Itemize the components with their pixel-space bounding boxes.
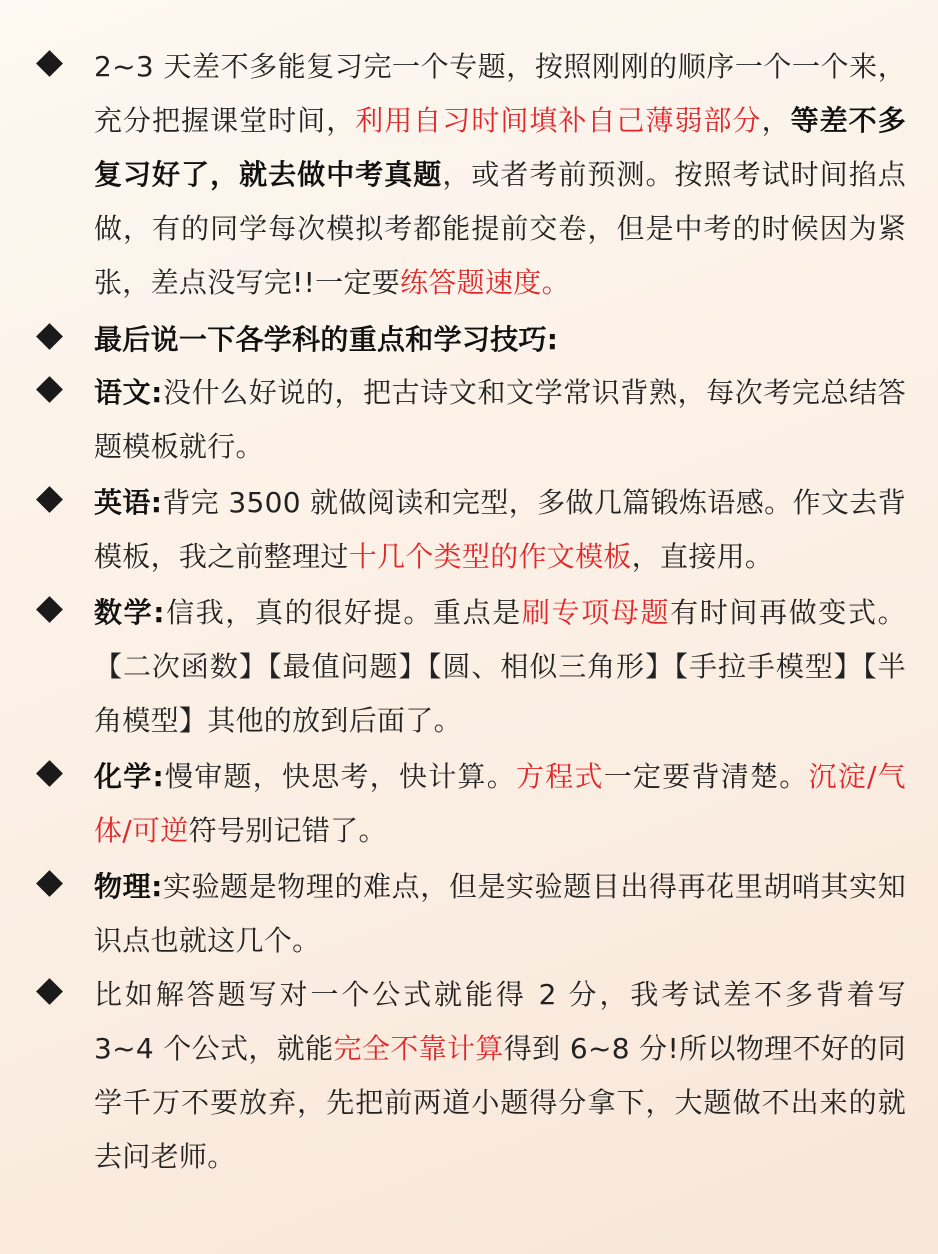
highlight-red: 十几个类型的作文模板 [348, 540, 632, 573]
highlight-red: 完全不靠计算 [333, 1032, 504, 1065]
text-segment: ，直接用。 [631, 540, 774, 573]
text-segment: 比如解答题写对一个公式就能得 2 分，我考试差不多背着写 3~4 个公式，就能 [94, 978, 906, 1065]
highlight-bold: 等差不多复习好了，就去做中考真题 [94, 104, 907, 191]
item-text [94, 750, 906, 858]
diamond-bullet-icon [36, 596, 63, 623]
item-text [94, 313, 906, 367]
text-segment: 信我，真的很好提。重点是 [164, 596, 522, 629]
item-text [94, 968, 906, 1184]
subject-label: 物理: [94, 870, 163, 903]
text-segment: 没什么好说的，把古诗文和文学常识背熟，每次考完总结答题模板就行。 [94, 376, 906, 463]
section-heading: 最后说一下各学科的重点和学习技巧: [94, 323, 559, 356]
text-segment: 慢审题，快思考，快计算。 [164, 760, 516, 793]
highlight-red: 练答题速度。 [400, 266, 570, 299]
highlight-red: 利用自习时间填补自己薄弱部分 [355, 104, 762, 137]
text-segment: 2~3 天差不多能复习完一个专题，按照刚刚的顺序一个一个来，充分把握课堂时间， [94, 50, 906, 137]
item-text [94, 860, 906, 968]
text-segment: 背完 3500 就做阅读和完型，多做几篇锻炼语感。作文去背模板，我之前整理过 [94, 486, 906, 573]
diamond-bullet-icon [36, 978, 63, 1005]
item-text [94, 476, 906, 584]
text-segment: 一定要背清楚。 [603, 760, 809, 793]
item-text [94, 366, 906, 474]
subject-label: 数学: [94, 596, 165, 629]
diamond-bullet-icon [36, 870, 63, 897]
diamond-bullet-icon [36, 760, 63, 787]
diamond-bullet-icon [36, 323, 63, 350]
highlight-red: 沉淀/气体/可逆 [94, 760, 906, 847]
subject-label: 语文: [94, 376, 163, 409]
diamond-bullet-icon [36, 50, 63, 77]
text-segment: 有时间再做变式。【二次函数】【最值问题】【圆、相似三角形】【手拉手模型】【半角模型】其他的放到后面了。 [94, 596, 906, 737]
item-text [94, 40, 906, 310]
text-segment: 实验题是物理的难点，但是实验题目出得再花里胡哨其实知识点也就这几个。 [94, 870, 906, 957]
subject-label: 化学: [94, 760, 164, 793]
text-segment: ， [761, 104, 791, 137]
text-segment: ，或者考前预测。按照考试时间掐点做，有的同学每次模拟考都能提前交卷，但是中考的时候因为紧张，差点没写完!!一定要 [94, 158, 906, 299]
highlight-red: 方程式 [515, 760, 604, 793]
text-segment: 得到 6~8 分!所以物理不好的同学千万不要放弃，先把前两道小题得分拿下，大题做不出来的就去问老师。 [94, 1032, 906, 1173]
item-text [94, 586, 906, 748]
highlight-red: 刷专项母题 [521, 596, 671, 629]
text-segment: 符号别记错了。 [188, 814, 387, 847]
subject-label: 英语: [94, 486, 163, 519]
diamond-bullet-icon [36, 486, 63, 513]
diamond-bullet-icon [36, 376, 63, 403]
